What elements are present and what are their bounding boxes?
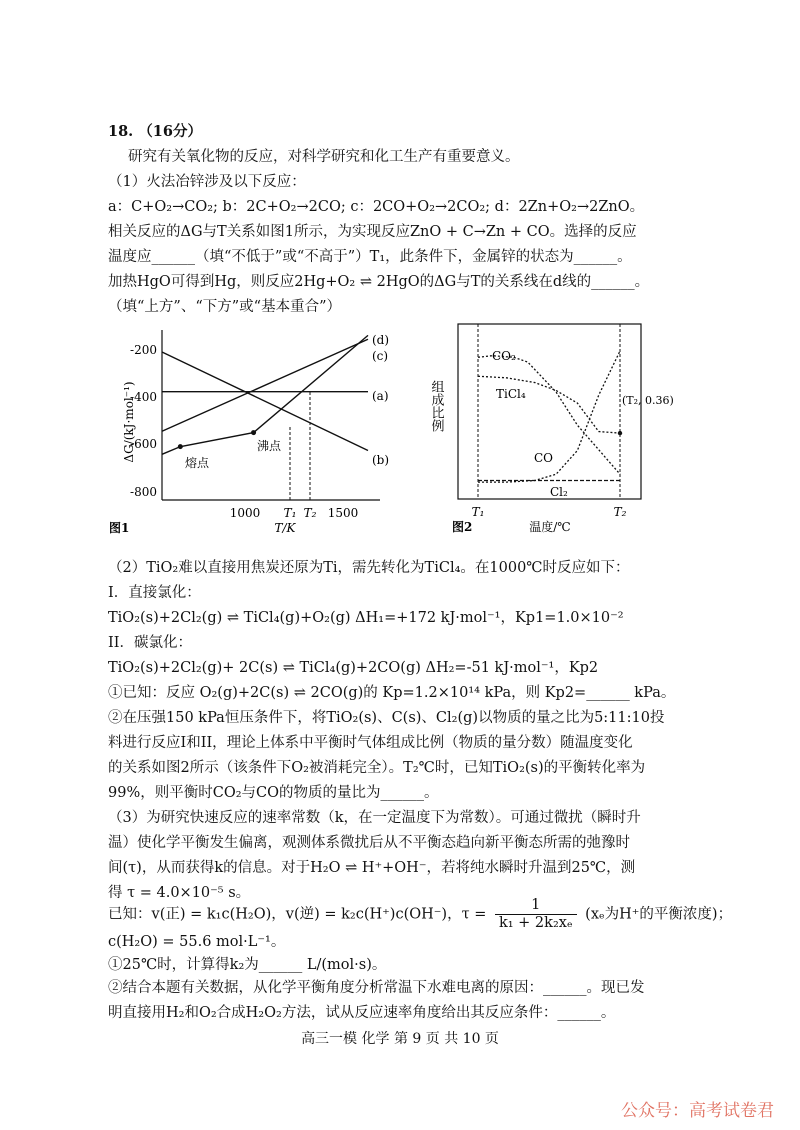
part2-q2-line4: 99%，则平衡时CO₂与CO的物质的量比为______。 bbox=[108, 785, 439, 801]
part3-line3: 间(τ)，从而获得k的信息。对于H₂O ⇌ H⁺+OH⁻，若将纯水瞬时升温到25℃，测 bbox=[108, 860, 636, 876]
part2-q2-line1: ②在压强150 kPa恒压条件下，将TiO₂(s)、C(s)、Cl₂(g)以物质的量之比为5:11:10投 bbox=[108, 710, 665, 726]
figure-1 bbox=[105, 322, 435, 547]
fig2-series-label: CO bbox=[534, 451, 554, 465]
fig2-annotation-point: (T₂, 0.36) bbox=[622, 394, 674, 407]
fig2-xtick: T₁ bbox=[471, 505, 485, 519]
fig2-xlabel: 温度/℃ bbox=[529, 520, 571, 534]
fig1-ytick: -200 bbox=[130, 343, 157, 357]
part3-q1: ①25℃时，计算得k₂为______ L/(mol·s)。 bbox=[108, 957, 387, 973]
part1-title: （1）火法冶锌涉及以下反应： bbox=[108, 174, 306, 190]
fig2-series-label: CO₂ bbox=[492, 349, 516, 363]
fig1-melting-point bbox=[178, 444, 183, 449]
part2-II-label: II．碳氯化： bbox=[108, 635, 192, 651]
part3-known-note: (xₑ为H⁺的平衡浓度)； bbox=[585, 906, 733, 923]
fraction-numerator: 1 bbox=[495, 897, 577, 915]
part1-reactions: a：C+O₂→CO₂; b：2C+O₂→2CO; c：2CO+O₂→2CO₂; d：2Zn+O₂→2ZnO。 bbox=[108, 199, 645, 215]
part3-known-text: 已知：v(正) = k₁c(H₂O)，v(逆) = k₂c(H⁺)c(OH⁻)，τ = bbox=[108, 906, 487, 923]
part3-q2-line1: ②结合本题有关数据，从化学平衡角度分析常温下水难电离的原因：______。现已发 bbox=[108, 980, 645, 996]
part1-line2: 温度应______（填“不低于”或“不高于”）T₁，此条件下，金属锌的状态为______。 bbox=[108, 249, 632, 265]
intro-text: 研究有关氧化物的反应，对科学研究和化工生产有重要意义。 bbox=[128, 149, 520, 165]
fig2-ylabel: 组成比例 bbox=[428, 380, 444, 432]
part2-q1: ①已知：反应 O₂(g)+2C(s) ⇌ 2CO(g)的 Kp=1.2×10¹⁴ kPa，则 Kp2=______ kPa。 bbox=[108, 685, 676, 701]
part3-known-formula bbox=[108, 897, 732, 932]
fig1-annotation-melting: 熔点 bbox=[185, 456, 210, 470]
fig1-xtick: 1500 bbox=[327, 506, 359, 520]
fig2-series-label: TiCl₄ bbox=[496, 387, 526, 401]
fig2-series-label: Cl₂ bbox=[550, 485, 568, 499]
part1-line3: 加热HgO可得到Hg，则反应2Hg+O₂ ⇌ 2HgO的ΔG与T的关系线在d线的______。 bbox=[108, 274, 650, 290]
part2-I-equation: TiO₂(s)+2Cl₂(g) ⇌ TiCl₄(g)+O₂(g) ΔH₁=+172 kJ·mol⁻¹，Kp1=1.0×10⁻² bbox=[108, 610, 624, 626]
part3-line4: 得 τ = 4.0×10⁻⁵ s。 bbox=[108, 885, 251, 901]
fig1-xtick: T₂ bbox=[303, 506, 317, 520]
fig1-caption: 图1 bbox=[109, 521, 130, 535]
part2-q2-line3: 的关系如图2所示（该条件下O₂被消耗完全）。T₂℃时，已知TiO₂(s)的平衡转化率为 bbox=[108, 760, 646, 776]
fraction-denominator: k₁ + 2k₂xₑ bbox=[498, 915, 573, 931]
fig2-t2-point bbox=[618, 431, 622, 435]
fig1-ytick: -400 bbox=[130, 390, 157, 404]
fig1-series-label: (a) bbox=[372, 389, 389, 403]
page-footer: 高三一模 化学 第 9 页 共 10 页 bbox=[301, 1031, 499, 1047]
part2-title: （2）TiO₂难以直接用焦炭还原为Ti，需先转化为TiCl₄。在1000℃时反应如下： bbox=[108, 560, 630, 576]
fig1-xtick: 1000 bbox=[229, 506, 261, 520]
part2-I-label: I．直接氯化： bbox=[108, 585, 201, 601]
fig2-caption: 图2 bbox=[452, 520, 473, 534]
fig1-axes bbox=[162, 330, 380, 500]
fig1-line-b bbox=[162, 352, 368, 450]
fig1-series-label: (c) bbox=[372, 349, 389, 363]
tau-fraction bbox=[495, 897, 577, 932]
watermark: 公众号：高考试卷君 bbox=[621, 1101, 774, 1121]
fig1-ytick: -600 bbox=[130, 437, 157, 451]
fig1-xlabel: T/K bbox=[274, 521, 296, 535]
fig2-xtick: T₂ bbox=[613, 505, 627, 519]
fig1-boiling-point bbox=[251, 430, 256, 435]
part1-line4: （填“上方”、“下方”或“基本重合”） bbox=[108, 299, 341, 315]
fig1-series-label: (b) bbox=[372, 453, 390, 467]
part3-line1: （3）为研究快速反应的速率常数（k，在一定温度下为常数）。可通过微扰（瞬时升 bbox=[108, 810, 641, 826]
fig1-xticks bbox=[230, 506, 359, 520]
fig1-xtick: T₁ bbox=[283, 506, 297, 520]
figure-2 bbox=[428, 320, 674, 545]
fig1-ylabel: ΔG/(kJ·mol⁻¹) bbox=[122, 381, 136, 463]
question-header: 18. （16分） bbox=[108, 123, 202, 140]
part2-q2-line2: 料进行反应I和II，理论上体系中平衡时气体组成比例（物质的量分数）随温度变化 bbox=[108, 735, 633, 751]
fig1-series-label: (d) bbox=[372, 333, 390, 347]
part1-line1: 相关反应的ΔG与T关系如图1所示，为实现反应ZnO + C→Zn + CO。选择的反应 bbox=[108, 224, 637, 240]
part3-line2: 温）使化学平衡发生偏离，观测体系微扰后从不平衡态趋向新平衡态所需的弛豫时 bbox=[108, 835, 630, 851]
part3-q2-line2: 明直接用H₂和O₂合成H₂O₂方法，试从反应速率角度给出其反应条件：______。 bbox=[108, 1005, 616, 1021]
fig2-frame bbox=[458, 324, 641, 499]
part3-water-conc: c(H₂O) = 55.6 mol·L⁻¹。 bbox=[108, 934, 286, 950]
fig1-line-c bbox=[162, 339, 368, 431]
fig1-ytick: -800 bbox=[130, 485, 157, 499]
fig1-annotation-boiling: 沸点 bbox=[257, 439, 282, 453]
part2-II-equation: TiO₂(s)+2Cl₂(g)+ 2C(s) ⇌ TiCl₄(g)+2CO(g) ΔH₂=-51 kJ·mol⁻¹，Kp2 bbox=[108, 660, 599, 676]
